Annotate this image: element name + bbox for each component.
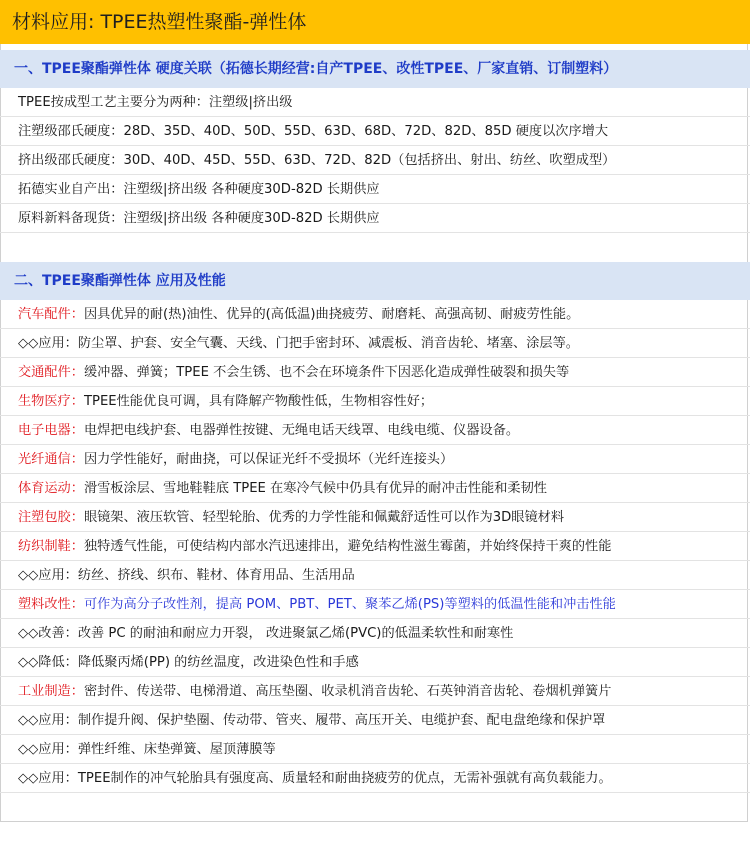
section-hardness-heading: 一、TPEE聚酯弹性体 硬度关联（拓德长期经营:自产TPEE、改性TPEE、厂家直销、订制塑料） <box>0 50 750 88</box>
application-text: 制作提升阀、保护垫圈、传动带、管夹、履带、高压开关、电缆护套、配电盘绝缘和保护罩 <box>77 713 606 728</box>
application-label: ◇◇应用： <box>18 771 78 786</box>
hardness-row: TPEE按成型工艺主要分为两种：注塑级|挤出级 <box>0 88 750 117</box>
application-label: 注塑包胶： <box>18 510 84 525</box>
application-row <box>0 561 750 590</box>
application-text: 防尘罩、护套、安全气囊、天线、门把手密封环、减震板、消音齿轮、堵塞、涂层等。 <box>77 336 579 351</box>
application-text: 缓冲器、弹簧；TPEE 不会生锈、也不会在环境条件下因恶化造成弹性破裂和损失等 <box>83 365 570 380</box>
application-row <box>0 358 750 387</box>
application-row <box>0 503 750 532</box>
application-text: 弹性纤维、床垫弹簧、屋顶薄膜等 <box>77 742 276 757</box>
application-row <box>0 387 750 416</box>
application-text: TPEE性能优良可调，具有降解产物酸性低，生物相容性好； <box>83 394 434 409</box>
application-text: 纺丝、挤线、织布、鞋材、体育用品、生活用品 <box>77 568 355 583</box>
application-text: 改善 PC 的耐油和耐应力开裂， 改进聚氯乙烯(PVC)的低温柔软性和耐寒性 <box>77 626 514 641</box>
application-label: ◇◇改善： <box>18 626 78 641</box>
application-label: 纺织制鞋： <box>18 539 84 554</box>
application-label: 汽车配件： <box>18 307 84 322</box>
application-label: 电子电器： <box>18 423 84 438</box>
application-row <box>0 445 750 474</box>
application-label: ◇◇应用： <box>18 742 78 757</box>
application-row <box>0 300 750 329</box>
application-row <box>0 532 750 561</box>
application-text: 密封件、传送带、电梯滑道、高压垫圈、收录机消音齿轮、石英钟消音齿轮、卷烟机弹簧片 <box>83 684 612 699</box>
application-label: 生物医疗： <box>18 394 84 409</box>
application-text: 独特透气性能，可使结构内部水汽迅速排出，避免结构性滋生霉菌，并始终保持干爽的性能 <box>83 539 612 554</box>
application-text: 眼镜架、液压软管、轻型轮胎、优秀的力学性能和佩戴舒适性可以作为3D眼镜材料 <box>83 510 565 525</box>
application-row <box>0 764 750 793</box>
section-application-heading: 二、TPEE聚酯弹性体 应用及性能 <box>0 262 750 300</box>
application-row <box>0 677 750 706</box>
application-label: ◇◇降低： <box>18 655 78 670</box>
application-row <box>0 474 750 503</box>
application-row <box>0 590 750 619</box>
application-text: 因具优异的耐(热)油性、优异的(高低温)曲挠疲劳、耐磨耗、高强高韧、耐疲劳性能。 <box>83 307 580 322</box>
application-text: 滑雪板涂层、雪地鞋鞋底 TPEE 在寒冷气候中仍具有优异的耐冲击性能和柔韧性 <box>83 481 547 496</box>
hardness-row: 原料新料备现货：注塑级|挤出级 各种硬度30D-82D 长期供应 <box>0 204 750 233</box>
application-label: 工业制造： <box>18 684 84 699</box>
application-row <box>0 706 750 735</box>
application-text: 降低聚丙烯(PP) 的纺丝温度，改进染色性和手感 <box>77 655 359 670</box>
application-text: 因力学性能好，耐曲挠，可以保证光纤不受损坏（光纤连接头） <box>83 452 454 467</box>
application-text: 可作为高分子改性剂，提高 POM、PBT、PET、聚苯乙烯(PS)等塑料的低温性能和冲击性能 <box>83 597 616 612</box>
application-label: 光纤通信： <box>18 452 84 467</box>
application-label: 塑料改性： <box>18 597 84 612</box>
application-row <box>0 735 750 764</box>
application-row <box>0 416 750 445</box>
application-label: ◇◇应用： <box>18 568 78 583</box>
application-label: 交通配件： <box>18 365 84 380</box>
page-title: 材料应用: TPEE热塑性聚酯-弹性体 <box>0 0 750 44</box>
application-text: TPEE制作的冲气轮胎具有强度高、质量轻和耐曲挠疲劳的优点，无需补强就有高负载能力。 <box>77 771 612 786</box>
application-text: 电焊把电线护套、电器弹性按键、无绳电话天线罩、电线电缆、仪器设备。 <box>83 423 520 438</box>
hardness-row: 拓德实业自产出：注塑级|挤出级 各种硬度30D-82D 长期供应 <box>0 175 750 204</box>
application-row <box>0 329 750 358</box>
application-label: 体育运动： <box>18 481 84 496</box>
hardness-row: 挤出级邵氏硬度：30D、40D、45D、55D、63D、72D、82D（包括挤出、射出、纺丝、吹塑成型） <box>0 146 750 175</box>
application-row <box>0 648 750 677</box>
application-label: ◇◇应用： <box>18 713 78 728</box>
application-row <box>0 619 750 648</box>
hardness-row: 注塑级邵氏硬度：28D、35D、40D、50D、55D、63D、68D、72D、82D、85D 硬度以次序增大 <box>0 117 750 146</box>
application-label: ◇◇应用： <box>18 336 78 351</box>
